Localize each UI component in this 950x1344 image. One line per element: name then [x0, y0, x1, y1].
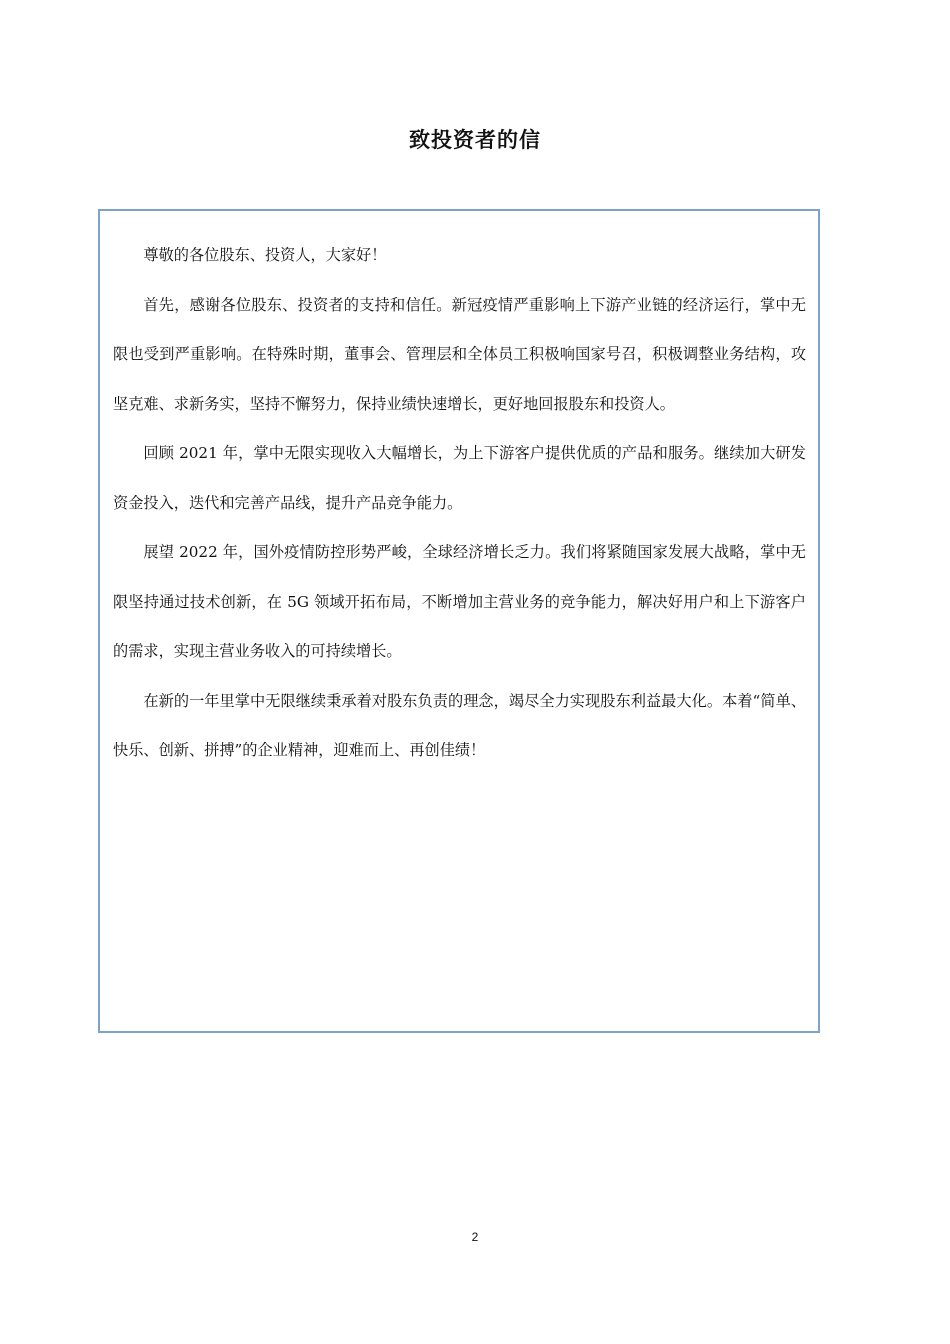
body-paragraph-thanks: 首先，感谢各位股东、投资者的支持和信任。新冠疫情严重影响上下游产业链的经济运行，掌中无限也受到严重影响。在特殊时期，董事会、管理层和全体员工积极响国家号召，积极调整业务结构，攻坚克难、求新务实，坚持不懈努力，保持业绩快速增长，更好地回报股东和投资人。: [113, 295, 806, 413]
letter-box: [98, 209, 820, 1033]
greeting-paragraph: 尊敬的各位股东、投资人，大家好！: [143, 246, 387, 264]
body-paragraph-review: 回顾 2021 年，掌中无限实现收入大幅增长，为上下游客户提供优质的产品和服务。继续加大研发资金投入，迭代和完善产品线，提升产品竞争能力。: [113, 444, 806, 512]
letter-body: [113, 231, 806, 776]
body-paragraph-outlook: 展望 2022 年，国外疫情防控形势严峻，全球经济增长乏力。我们将紧随国家发展大战略，掌中无限坚持通过技术创新，在 5G 领域开拓布局，不断增加主营业务的竞争能力，解决好用户和上下游客户的需求，实现主营业务收入的可持续增长。: [113, 543, 806, 660]
page-number: 2: [471, 1230, 479, 1244]
body-paragraph-closing: 在新的一年里掌中无限继续秉承着对股东负责的理念，竭尽全力实现股东利益最大化。本着“简单、快乐、创新、拼搏”的企业精神，迎难而上、再创佳绩！: [113, 691, 806, 759]
page-title: 致投资者的信: [409, 128, 541, 152]
